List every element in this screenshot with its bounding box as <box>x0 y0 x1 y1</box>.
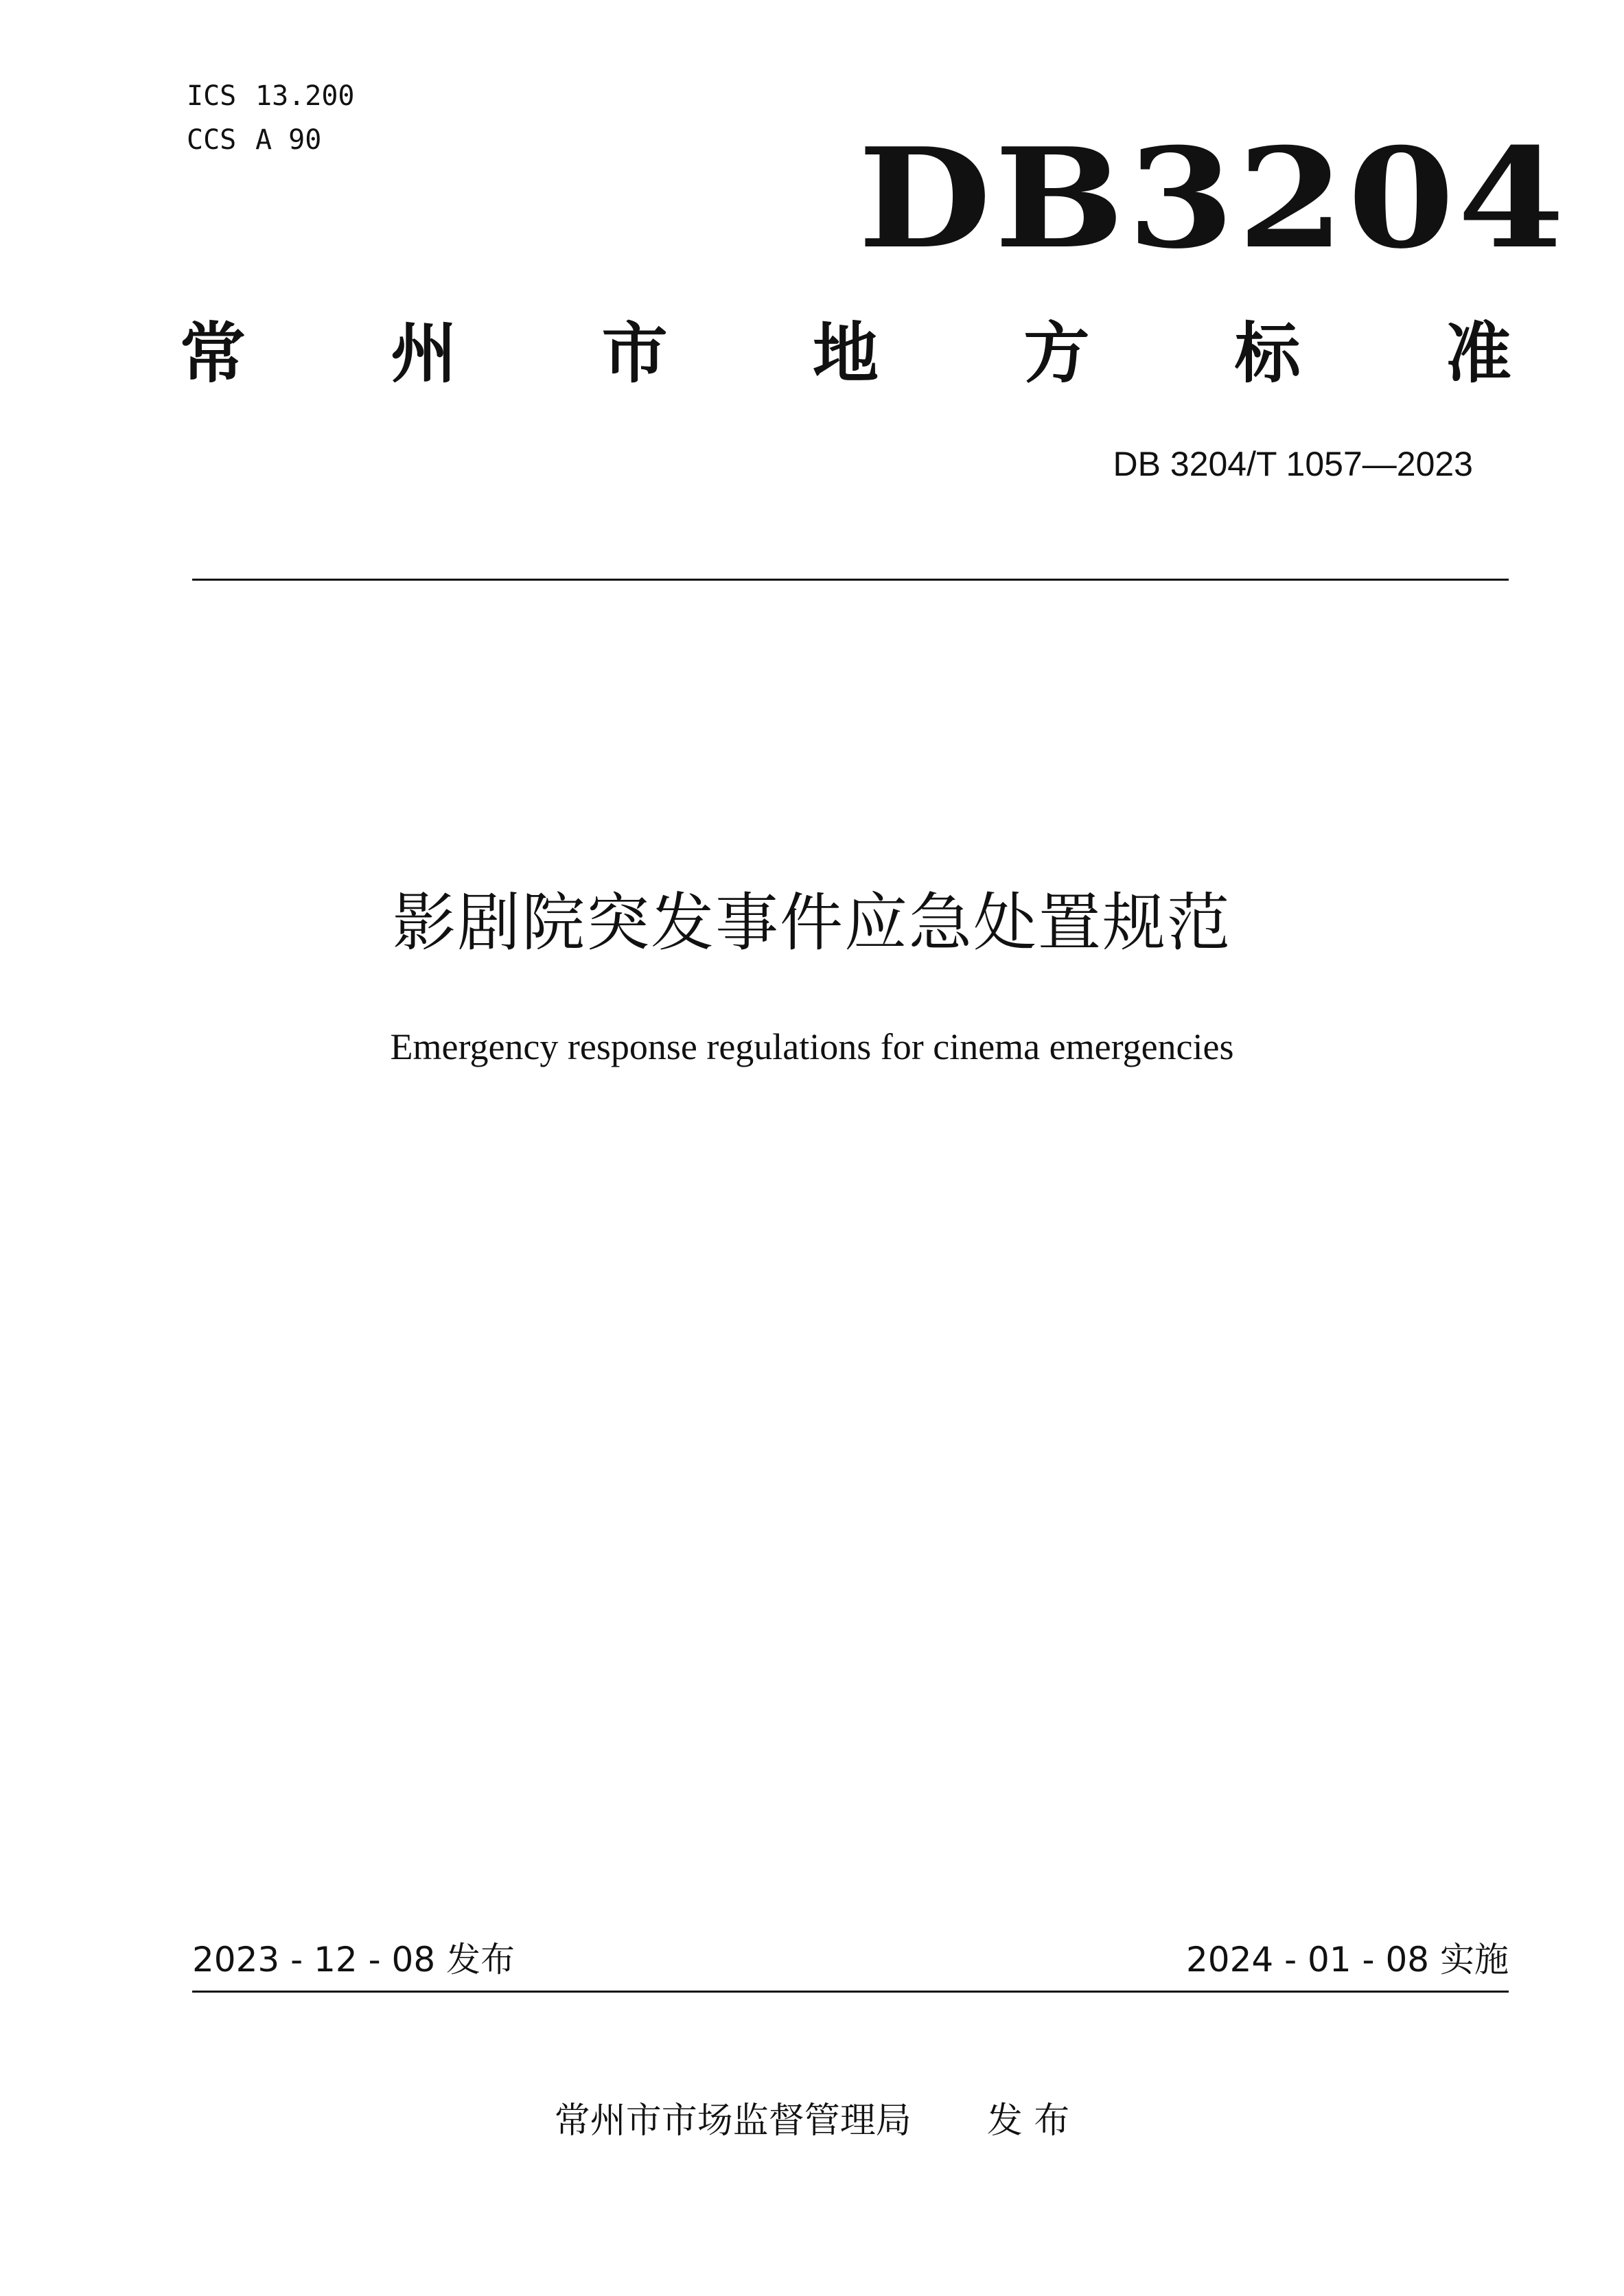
ccs-value: A 90 <box>255 124 322 156</box>
standard-type-char: 州 <box>391 315 457 392</box>
footer-divider <box>192 1991 1509 1993</box>
standard-number: DB 3204/T 1057—2023 <box>1113 445 1473 483</box>
publisher-line <box>0 2097 1624 2145</box>
classification-codes <box>187 74 355 162</box>
standard-type-char: 地 <box>812 315 879 392</box>
implementation-date: 2024 - 01 - 08 实施 <box>1185 1940 1509 1980</box>
ics-value: 13.200 <box>255 80 355 112</box>
standard-type-char: 方 <box>1023 315 1090 392</box>
document-title: 影剧院突发事件应急处置规范 <box>392 886 1231 960</box>
standard-type-char: 常 <box>180 315 246 392</box>
document-english-title: Emergency response regulations for cinema emergencies <box>390 1026 1234 1067</box>
ccs-label: CCS <box>187 124 237 156</box>
publisher-name: 常州市市场监督管理局 <box>554 2100 912 2142</box>
publisher-action: 发 布 <box>986 2100 1070 2142</box>
header-divider <box>192 579 1509 581</box>
standard-type-char: 准 <box>1445 315 1511 392</box>
issue-date: 2023 - 12 - 08 发布 <box>192 1940 515 1980</box>
standard-type-char: 标 <box>1234 315 1301 392</box>
standard-type-title <box>180 312 1511 395</box>
standard-type-char: 市 <box>601 315 668 392</box>
standard-mark: DB3204 <box>858 118 1568 279</box>
ics-label: ICS <box>187 80 237 112</box>
